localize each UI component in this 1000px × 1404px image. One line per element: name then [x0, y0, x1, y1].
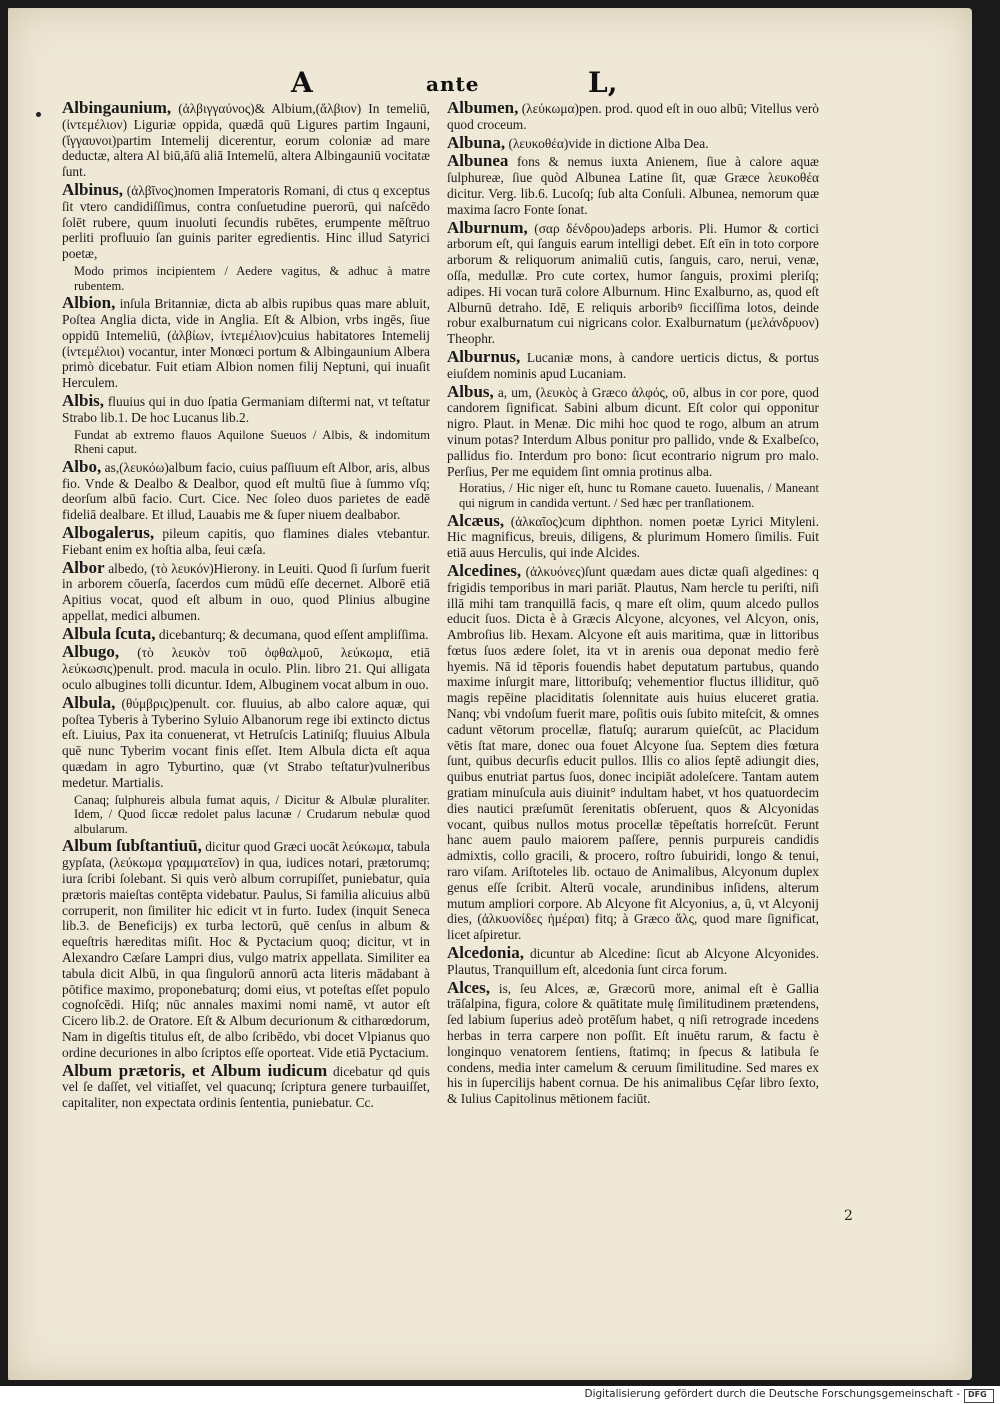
verse-quote: Horatius, / Hic niger eſt, hunc tu Romane caueto. Iuuenalis, / Maneant qui nigrum in candida vertunt. / Sed hæc per tranſlationem. — [459, 481, 819, 510]
entry-headword: Album ſubſtantiuū, — [62, 836, 202, 856]
right-column — [447, 100, 819, 1109]
verse-quote: Fundat ab extremo flauos Aquilone Sueuos / Albis, & indomitum Rheni caput. — [74, 427, 430, 457]
dictionary-entry — [447, 217, 819, 347]
entry-headword: Alcæus, — [447, 510, 505, 530]
entry-headword: Albunea — [447, 151, 509, 171]
entry-definition: dicebanturq; & decumana, quod eſſent ampliſſima. — [158, 626, 429, 642]
entry-headword: Albumen, — [447, 98, 519, 117]
entry-definition: dicitur quod Græci uocāt λεύκωμα, tabula gypſata, (λεύκωμα γραμματεῖον) in qua, iudices notari, prætorumq; iura ſcribi ſolebant. Si quis verò album corrupiſſet, puniebatur, quia prætoris maieſtas contēpta videbatur. Paulus, Si familia alicuius albū corruperit, non ſimiliter hic edicit vt in furto. Iudex (inquit Seneca lib.3. de Beneficijs) ex turba lectorū, quē cenſus in album & equeſtris hæreditas miſit. Hoc & Pyctacium quoq; dicitur, vt in Alexandro Cæſare Lampri dius, vulgo matrix appellata. Similiter ea tabula dicit Albū, in qua ſingulorū annorū acta literis mādabant à pōtifice maximo, proponebaturq; domi eius, vt poteſtas eſſet populo cognoſcēdi. Hiſq; nūc annales maximi nomi namē, vt autor eſt Cicero lib.2. de Oratore. Eſt & Album decurionum & citharœdorum, Nam in digeſtis titulus eſt, de albo ſcribēdo, vbi docet Vlpianus quo ordine decuriones in albo ſcriptos eſſe oporteat. Vide etiā Pyctacium. — [62, 839, 430, 1060]
entry-headword: Albus, — [447, 381, 494, 401]
entry-definition: (ἀλκυόνες)ſunt quædam aues dictæ quaſi algedines: q frigidis temporibus in mari pariāt. Plautus, Nam hercle tu periſti, niſi illā mihi tam tranquillā facis, q mare eſt olim, quum alcedo pullos educit ſuos. Dicta è à Græcis Alcyone, alcyones, vel Alcyon, onis, Ambroſius lib. Hexam. Alcyone eſt auis maritima, quæ in littoribus fœtus ſuos ædere ſolet, ita vt in arenis oua deponat medio ferè hyemis. Nā id tēporis fouendis habet deputatum partubus, quando maxime inſurgit mare, littoribuſq; vehementior fluctus illiditur, quō magis repēine placiditatis ſolennitate auis huius eluceret gratia. Nanq; vbi vndoſum fuerit mare, poſitis ouis ſubito miteſcit, & omnes cadunt vētorum procellæ, flatuſq; aurarum quieſcūt, ac Placidum vētis ſtat mare, donec oua fouet Alcyone ſua. Septem dies fœtura ſunt, quibus decurſis educit pullos. Illis co alios ſeptē adiungit dies, quibus enutriat partus ſuos, donec incipiāt adoleſcere. Tantam autem gratiam minuſcula auis diuinit° indultam habet, vt hos quatuordecim dies nautici præſumūt ſerenitatis obſeruent, quos & Alcyonidas vocant, quibus nullos motus procellæ tēpeſtatis horreſcūt. Ferunt hanc auem paulo maiorem paſſere, pennis purpureis candidis admixtis, collo gracili, & procero, roſtro ſubuiridi, longo & tenui, raro viſam. Ariſtoteles lib. octauo de Animalibus, Alcyonum duplex genus eſſe ſcribit. Alterū vocale, arundinibus inſidens, alterum mutum ampliori corpore. Ab Alcyone fit Alcyonius, a, ū, vt Alcyonij dies, (ἀλκυονίδες ἡμέραι) fitq; à Græco ἅλς, quod mare ſignificat, licet aſpiretur. — [447, 563, 819, 943]
dictionary-entry — [62, 557, 430, 624]
dictionary-entry — [447, 977, 819, 1107]
dictionary-entry — [62, 623, 430, 643]
entry-headword: Albugo, — [62, 642, 120, 662]
entry-definition: albedo, (τὸ λευκόν)Hierony. in Leuiti. Quod ſi ſurſum fuerit in arborem cōuerſa, ſacerdos cum mūdū eſſe decernet. Alborē etiā Apitius vocat, quod eſt album in ouo, quod Plinius albugine appellat, medici albumen. — [62, 560, 430, 623]
entry-definition: (σαρ δένδρου)adeps arboris. Pli. Humor & cortici arborum eſt, qui ſanguis earum intelligi debet. Eſt eīn in toto corpore arborum & reliquorum animaliū cutis, ſanguis, caro, nerui, venæ, oſſa, medullæ. Pro cute cortex, humor ſanguis, proximi pleriſq; adipes. Hi vocan turā colore Alburnum. Hinc Exalburno, as, quod eſt Alburnū detraho. Idē, E reliquis arboribꝰ ſicciſſima lotos, deinde robur exalburnatum cui nigricans color. Exalburnatum (μελάνδρυον) Theophr. — [447, 220, 819, 347]
entry-headword: Alcedonia, — [447, 943, 524, 963]
entry-headword: Alces, — [447, 977, 490, 997]
entry-definition: dicebatur qd quis vel ſe daſſet, vel vitiaſſet, vel quacunq; ſcriptura genere turbauiſſet, capitaliter, non expectata ordinis ſententia, puniebatur. Cc. — [62, 1063, 430, 1111]
entry-headword: Alcedines, — [447, 560, 522, 580]
entry-headword: Albor — [62, 557, 105, 577]
entry-definition: fluuius qui in duo ſpatia Germaniam diſtermi nat, vt teſtatur Strabo lib.1. De hoc Lucanus lib.2. — [62, 393, 430, 425]
header-right-letter: L, — [588, 66, 618, 99]
entry-headword: Albinus, — [62, 179, 123, 199]
entry-definition: Lucaniæ mons, à candore uerticis dictus, & portus eiuſdem nominis apud Lucaniam. — [447, 349, 819, 381]
dictionary-entry — [447, 132, 819, 152]
dictionary-entry — [447, 100, 819, 133]
entry-headword: Albogalerus, — [62, 522, 155, 542]
entry-definition: a, um, (λευκὸς à Græco ἀλφός, οῦ, albus in cor pore, quod candorem ſignificat. Sabini album dicunt. Eſt color qui opponitur nigro. Plaut. in Menæ. Dic mihi hoc quod te rogo, album an atrum vinum potas? Interdum Albus ponitur pro pallido, vnde & Exalbeſco, pallidus fio. Interdum pro bono: ſicut econtrario nigrum pro malo. Perſius, Per me equidem ſint omnia protinus alba. — [447, 384, 819, 479]
entry-definition: inſula Britanniæ, dicta ab albis rupibus quas mare abluit, Poſtea Anglia dicta, vide in Anglia. Eſt & Albion, vrbs ingēs, ſiue oppidū Intemeliū, (ἀλβίων, ἰντεμέλιον)cuius habitatores Intemelij (ἰντεμέλιοι) vocantur, inter Monœci portum & Albingaunium Albera primò dicebatur. Fuit etiam Albion nomen filij Neptuni, qui inuaſit Herculem. — [62, 296, 430, 391]
entry-headword: Albula ſcuta, — [62, 623, 156, 643]
entry-headword: Albis, — [62, 390, 105, 410]
entry-headword: Albo, — [62, 456, 102, 476]
entry-definition: (ἀλβιγγαύνος)& Albium,(ἄλβιον) In temeliū, (ἰντεμέλιον) Liguriæ oppida, quædā quū Ligures partim Ingauni,(ἴγγαυνοι)partim Intemelij dicerentur, eorum coloniæ ad mare deductæ, altera Al biū,āſū aliā Intemelū, altera Albingauniū vocitatæ ſunt. — [62, 101, 430, 180]
entry-headword: Albula, — [62, 692, 116, 712]
footer-credit: Digitalisierung gefördert durch die Deutsche Forschungsgemeinschaft - — [584, 1388, 960, 1400]
left-column — [62, 100, 430, 1113]
entry-headword: Albingaunium, — [62, 98, 172, 117]
dictionary-entry — [447, 346, 819, 382]
dictionary-entry — [447, 510, 820, 561]
entry-definition: (ἀλκαῖος)cum diphthon. nomen poetæ Lyrici Mityleni. Hic magnificus, breuis, diligens, & plurimum Homero ſimilis. Fuit etiā auus Herculis, qui inde Alcides. — [447, 513, 820, 561]
entry-definition: is, ſeu Alces, æ, Græcorū more, animal eſt è Gallia trāſalpina, figura, colore & quātitate mulę ſimilitudinem prætendens, ſed labium ſuperius adeò protēſum habet, q niſi retrograde incedens herbas in terra carpere non poſſit. Eſt inuētu rarum, & factu è longinquo venatorem ſentiens, ſtatimq; in ſpecus & latibula ſe condens, media inter camelum & ceruum ſimilitudine. Sed mares ex his in ſupercilijs habent cornua. De his animalibus Cęſar libro ſexto, & Iulius Capitolinus mētionem faciūt. — [447, 980, 819, 1107]
entry-definition: (λευκοθέα)vide in dictione Alba Dea. — [508, 135, 709, 151]
entry-headword: Album prætoris, et Album iudicum — [62, 1060, 328, 1080]
entry-headword: Alburnum, — [447, 217, 528, 237]
header-left-letter: A — [291, 66, 313, 99]
dictionary-entry — [62, 644, 430, 692]
dictionary-entry — [62, 456, 430, 523]
entry-definition: (λεύκωμα)pen. prod. quod eſt in ouo albū; Vitellus verò quod croceum. — [447, 101, 819, 132]
dictionary-entry — [62, 838, 430, 1060]
entry-definition: fons & nemus iuxta Anienem, ſiue à calore aquæ ſulphureæ, ſiue quòd Albunea Latine ſit, quæ Græce λευκοθέα dicitur. Verg. lib.6. Lucoſq; ſub alta Conſuli. Albunea, nemorum quæ maxima ſacro Fonte ſonat. — [447, 154, 819, 217]
dictionary-entry — [62, 390, 430, 426]
dictionary-entry — [447, 945, 819, 978]
verse-quote: Canaq; ſulphureis albula fumat aquis, / Dicitur & Albulæ pluraliter. Idem, / Quod ſiccæ redolet palus lacunæ / Crudarum nebulæ quod albularum. — [74, 792, 430, 836]
header-catchword: ante — [426, 72, 480, 96]
dictionary-entry — [447, 560, 819, 943]
dictionary-entry — [62, 179, 430, 262]
dictionary-entry — [62, 100, 430, 180]
entry-definition: dicuntur ab Alcedine: ſicut ab Alcyone Alcyonides. Plautus, Tranquillum eſt, alcedonia ſunt circa forum. — [447, 946, 819, 977]
dictionary-entry — [62, 1060, 430, 1111]
dictionary-entry — [62, 692, 430, 791]
entry-definition: as,(λευκόω)album facio, cuius paſſiuum eſt Albor, aris, albus fio. Vnde & Dealbo & Dealbor, quod eſt multū ſiue à ſummo vſq; deorſum albū facio. Curt. Cice. Nec ſoleo duos parietes de eadē fideliā dealbare. Et illud, Lauabis me & ſuper niuem dealbabor. — [62, 459, 430, 523]
dictionary-entry — [62, 522, 430, 558]
dfg-logo-icon[interactable]: DFG — [964, 1389, 994, 1403]
entry-definition: pileum capitis, quo flamines diales vtebantur. Fiebant enim ex hoſtia alba, ſeui cæſa. — [62, 525, 430, 557]
entry-definition: (θύμβρις)penult. cor. fluuius, ab albo calore aquæ, qui poſtea Tyberis à Tyberino Syluio Albanorum rege ibi extincto dictus eſt. Liuius, Pax ita conuenerat, vt Hetruſcis Latiniſq; fluuius Albula quē nunc Tyberim vocant finis eſſet. Item Albula dicta eſt aqua quædam in agro Tyburtino, quæ (vt Strabo teſtatur)vulneribus medetur. Martialis. — [62, 695, 430, 790]
dictionary-entry — [447, 381, 819, 480]
entry-headword: Alburnus, — [447, 346, 521, 366]
entry-definition: (τὸ λευκὸν τοῦ ὀφθαλμοῦ, λεύκωμα, etiā λεύκωσις)penult. prod. macula in oculo. Plin. libro 21. Qui alligata oculo albugines tolli dicuntur. Idem, Albuginem vocat album in ouo. — [62, 645, 430, 693]
footer — [0, 1386, 1000, 1404]
verse-quote: Modo primos incipientem / Aedere vagitus, & adhuc à matre rubentem. — [74, 263, 430, 293]
entry-headword: Albuna, — [447, 132, 506, 152]
entry-headword: Albion, — [62, 293, 116, 313]
dictionary-entry — [62, 295, 430, 391]
dictionary-entry — [447, 153, 819, 217]
margin-dot — [36, 112, 41, 117]
entry-definition: (ἀλβῖνος)nomen Imperatoris Romani, di ctus q exceptus ſit vtero candidiſſimus, contra conſuetudine puerorū, qui naſcēdo ſolēt rubere, quum inuoluti ſecundis rubētes, erumpente mēſtruo perliti profluuio ſan guinis pariter egredientis. Hinc illud Satyrici poetæ, — [62, 182, 430, 262]
page-mark: 2 — [844, 1208, 853, 1224]
